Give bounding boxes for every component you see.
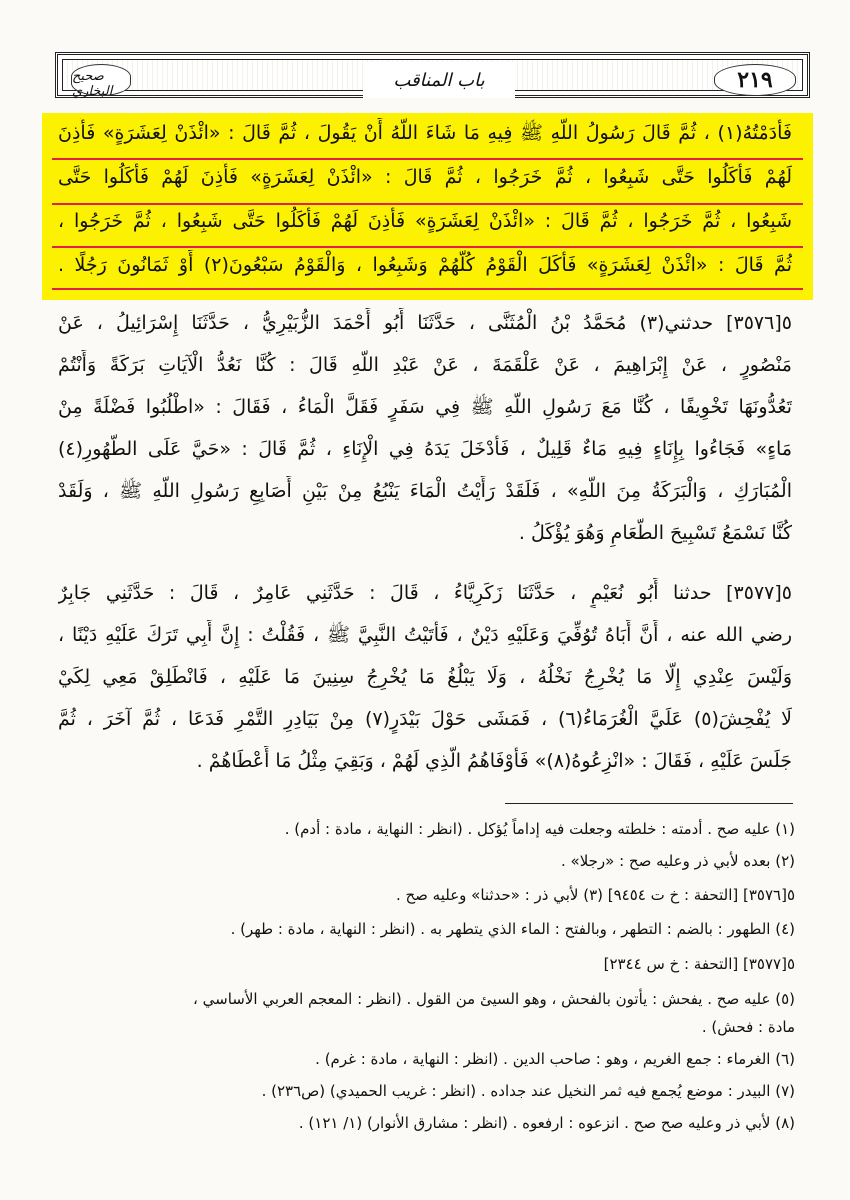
footnote: (٦) الغرماء : جمع الغريم ، وهو : صاحب الدين . (انظر : النهاية ، مادة : غرم) .: [315, 1050, 795, 1068]
text-line: تَعُدُّونَهَا تَخْوِيفًا ، كُنَّا مَعَ رَسُولِ اللَّهِ ﷺ فِي سَفَرٍ فَقَلَّ الْمَاءُ ، فَقَالَ : «اطْلُبُوا فَضْلَةً مِنْ: [58, 396, 792, 418]
footnote: مادة : فحش) .: [701, 1018, 795, 1036]
text-line: ثُمَّ قَالَ : «ائْذَنْ لِعَشَرَةٍ» فَأَكَلَ الْقَوْمُ كُلُّهُمْ وَشَبِعُوا ، وَالْقَوْمُ سَبْعُونَ(٢) أَوْ ثَمَانُونَ رَجُلًا .: [58, 254, 792, 276]
page-header: [55, 52, 810, 98]
footnote: ٥[٣٥٧٦] [التحفة : خ ت ٩٤٥٤] (٣) لأبي ذر : «حدثنا» وعليه صح .: [395, 886, 795, 904]
footnote: (٢) بعده لأبي ذر وعليه صح : «رجلا» .: [560, 852, 795, 870]
red-underline: [52, 288, 803, 290]
text-line: وَلَيْسَ عِنْدِي إِلَّا مَا يُخْرِجُ نَخْلُهُ ، وَلَا يَبْلُغُ مَا يُخْرِجُ سِنِينَ مَا عَلَيْهِ ، فَانْطَلِقْ مَعِي لِكَيْ: [58, 666, 792, 688]
book-logo: [71, 64, 131, 99]
footnote: ٥[٣٥٧٧] [التحفة : خ س ٢٣٤٤]: [603, 955, 795, 973]
footnote: (٥) عليه صح . يفحش : يأتون بالفحش ، وهو السيئ من القول . (انظر : المعجم العربي الأساسي ،: [193, 990, 795, 1008]
chapter-title: باب المناقب: [363, 62, 515, 98]
text-line: كُنَّا نَسْمَعُ تَسْبِيحَ الطَّعَامِ وَهُوَ يُؤْكَلُ .: [518, 522, 792, 544]
red-underline: [52, 246, 803, 248]
page-number: ٢١٩: [714, 64, 796, 96]
header-ornament: [62, 59, 803, 99]
text-line: رضي الله عنه ، أَنَّ أَبَاهُ تُوُفِّيَ وَعَلَيْهِ دَيْنٌ ، فَأَتَيْتُ النَّبِيَّ ﷺ ، فَقُلْتُ : إِنَّ أَبِي تَرَكَ عَلَيْهِ دَيْنًا ،: [58, 624, 792, 646]
footnote-separator: [505, 803, 793, 804]
text-line: لَا يُفْحِشَ(٥) عَلَيَّ الْغُرَمَاءُ(٦) ، فَمَشَى حَوْلَ بَيْدَرٍ(٧) مِنْ بَيَادِرِ التَّمْرِ فَدَعَا ، ثُمَّ آخَرَ ، ثُمَّ: [58, 708, 792, 730]
book-logo-text: صحيح البخاري: [72, 69, 113, 99]
text-line: لَهُمْ فَأَكَلُوا حَتَّى شَبِعُوا ، ثُمَّ خَرَجُوا ، ثُمَّ قَالَ : «ائْذَنْ لِعَشَرَةٍ» فَأَذِنَ لَهُمْ فَأَكَلُوا حَتَّى: [58, 166, 792, 188]
footnote: (٤) الطهور : بالضم : التطهر ، وبالفتح : الماء الذي يتطهر به . (انظر : النهاية ، مادة : طهر) .: [230, 920, 795, 938]
footnote: (٧) البيدر : موضع يُجمع فيه ثمر النخيل عند جداده . (انظر : غريب الحميدي) (ص٢٣٦) .: [261, 1082, 795, 1100]
red-underline: [52, 203, 803, 205]
text-line: فَأَدَمْتُهُ(١) ، ثُمَّ قَالَ رَسُولُ اللَّهِ ﷺ فِيهِ مَا شَاءَ اللَّهُ أَنْ يَقُولَ ، ثُمَّ قَالَ : «ائْذَنْ لِعَشَرَةٍ» فَأَذِنَ: [58, 122, 792, 144]
text-line: الْمُبَارَكِ ، وَالْبَرَكَةُ مِنَ اللَّهِ» ، فَلَقَدْ رَأَيْتُ الْمَاءَ يَنْبُعُ مِنْ بَيْنِ أَصَابِعِ رَسُولِ اللَّهِ ﷺ ، وَلَقَدْ: [58, 480, 792, 502]
red-underline: [52, 158, 803, 160]
text-line: مَنْصُورٍ ، عَنْ إِبْرَاهِيمَ ، عَنْ عَلْقَمَةَ ، عَنْ عَبْدِ اللَّهِ قَالَ : كُنَّا نَعُدُّ الْآيَاتِ بَرَكَةً وَأَنْتُمْ: [58, 354, 792, 376]
footnote: (١) عليه صح . أدمته : خلطته وجعلت فيه إداماً يُؤكل . (انظر : النهاية ، مادة : أدم) .: [284, 820, 795, 838]
text-line: شَبِعُوا ، ثُمَّ خَرَجُوا ، ثُمَّ قَالَ : «ائْذَنْ لِعَشَرَةٍ» فَأَذِنَ لَهُمْ فَأَكَلُوا حَتَّى شَبِعُوا ، ثُمَّ خَرَجُوا ،: [58, 210, 792, 232]
hadith-3576-line: ٥[٣٥٧٦] حدثني(٣) مُحَمَّدُ بْنُ الْمُثَنَّى ، حَدَّثَنَا أَبُو أَحْمَدَ الزُّبَيْرِيُّ ، حَدَّثَنَا إِسْرَائِيلُ ، عَنْ: [58, 312, 792, 334]
hadith-3577-line: ٥[٣٥٧٧] حدثنا أَبُو نُعَيْمٍ ، حَدَّثَنَا زَكَرِيَّاءُ ، قَالَ : حَدَّثَنِي عَامِرٌ ، قَالَ : حَدَّثَنِي جَابِرٌ: [58, 582, 792, 604]
footnote: (٨) لأبي ذر وعليه صح صح . انزعوه : ارفعوه . (انظر : مشارق الأنوار) (١/ ١٢١) .: [298, 1114, 795, 1132]
text-line: جَلَسَ عَلَيْهِ ، فَقَالَ : «انْزِعُوهُ(٨)» فَأَوْفَاهُمُ الَّذِي لَهُمْ ، وَبَقِيَ مِثْلُ مَا أَعْطَاهُمْ .: [196, 750, 792, 772]
text-line: مَاءٍ» فَجَاءُوا بِإِنَاءٍ فِيهِ مَاءٌ قَلِيلٌ ، فَأَدْخَلَ يَدَهُ فِي الْإِنَاءِ ، ثُمَّ قَالَ : «حَيَّ عَلَى الطَّهُورِ(٤): [58, 438, 792, 460]
